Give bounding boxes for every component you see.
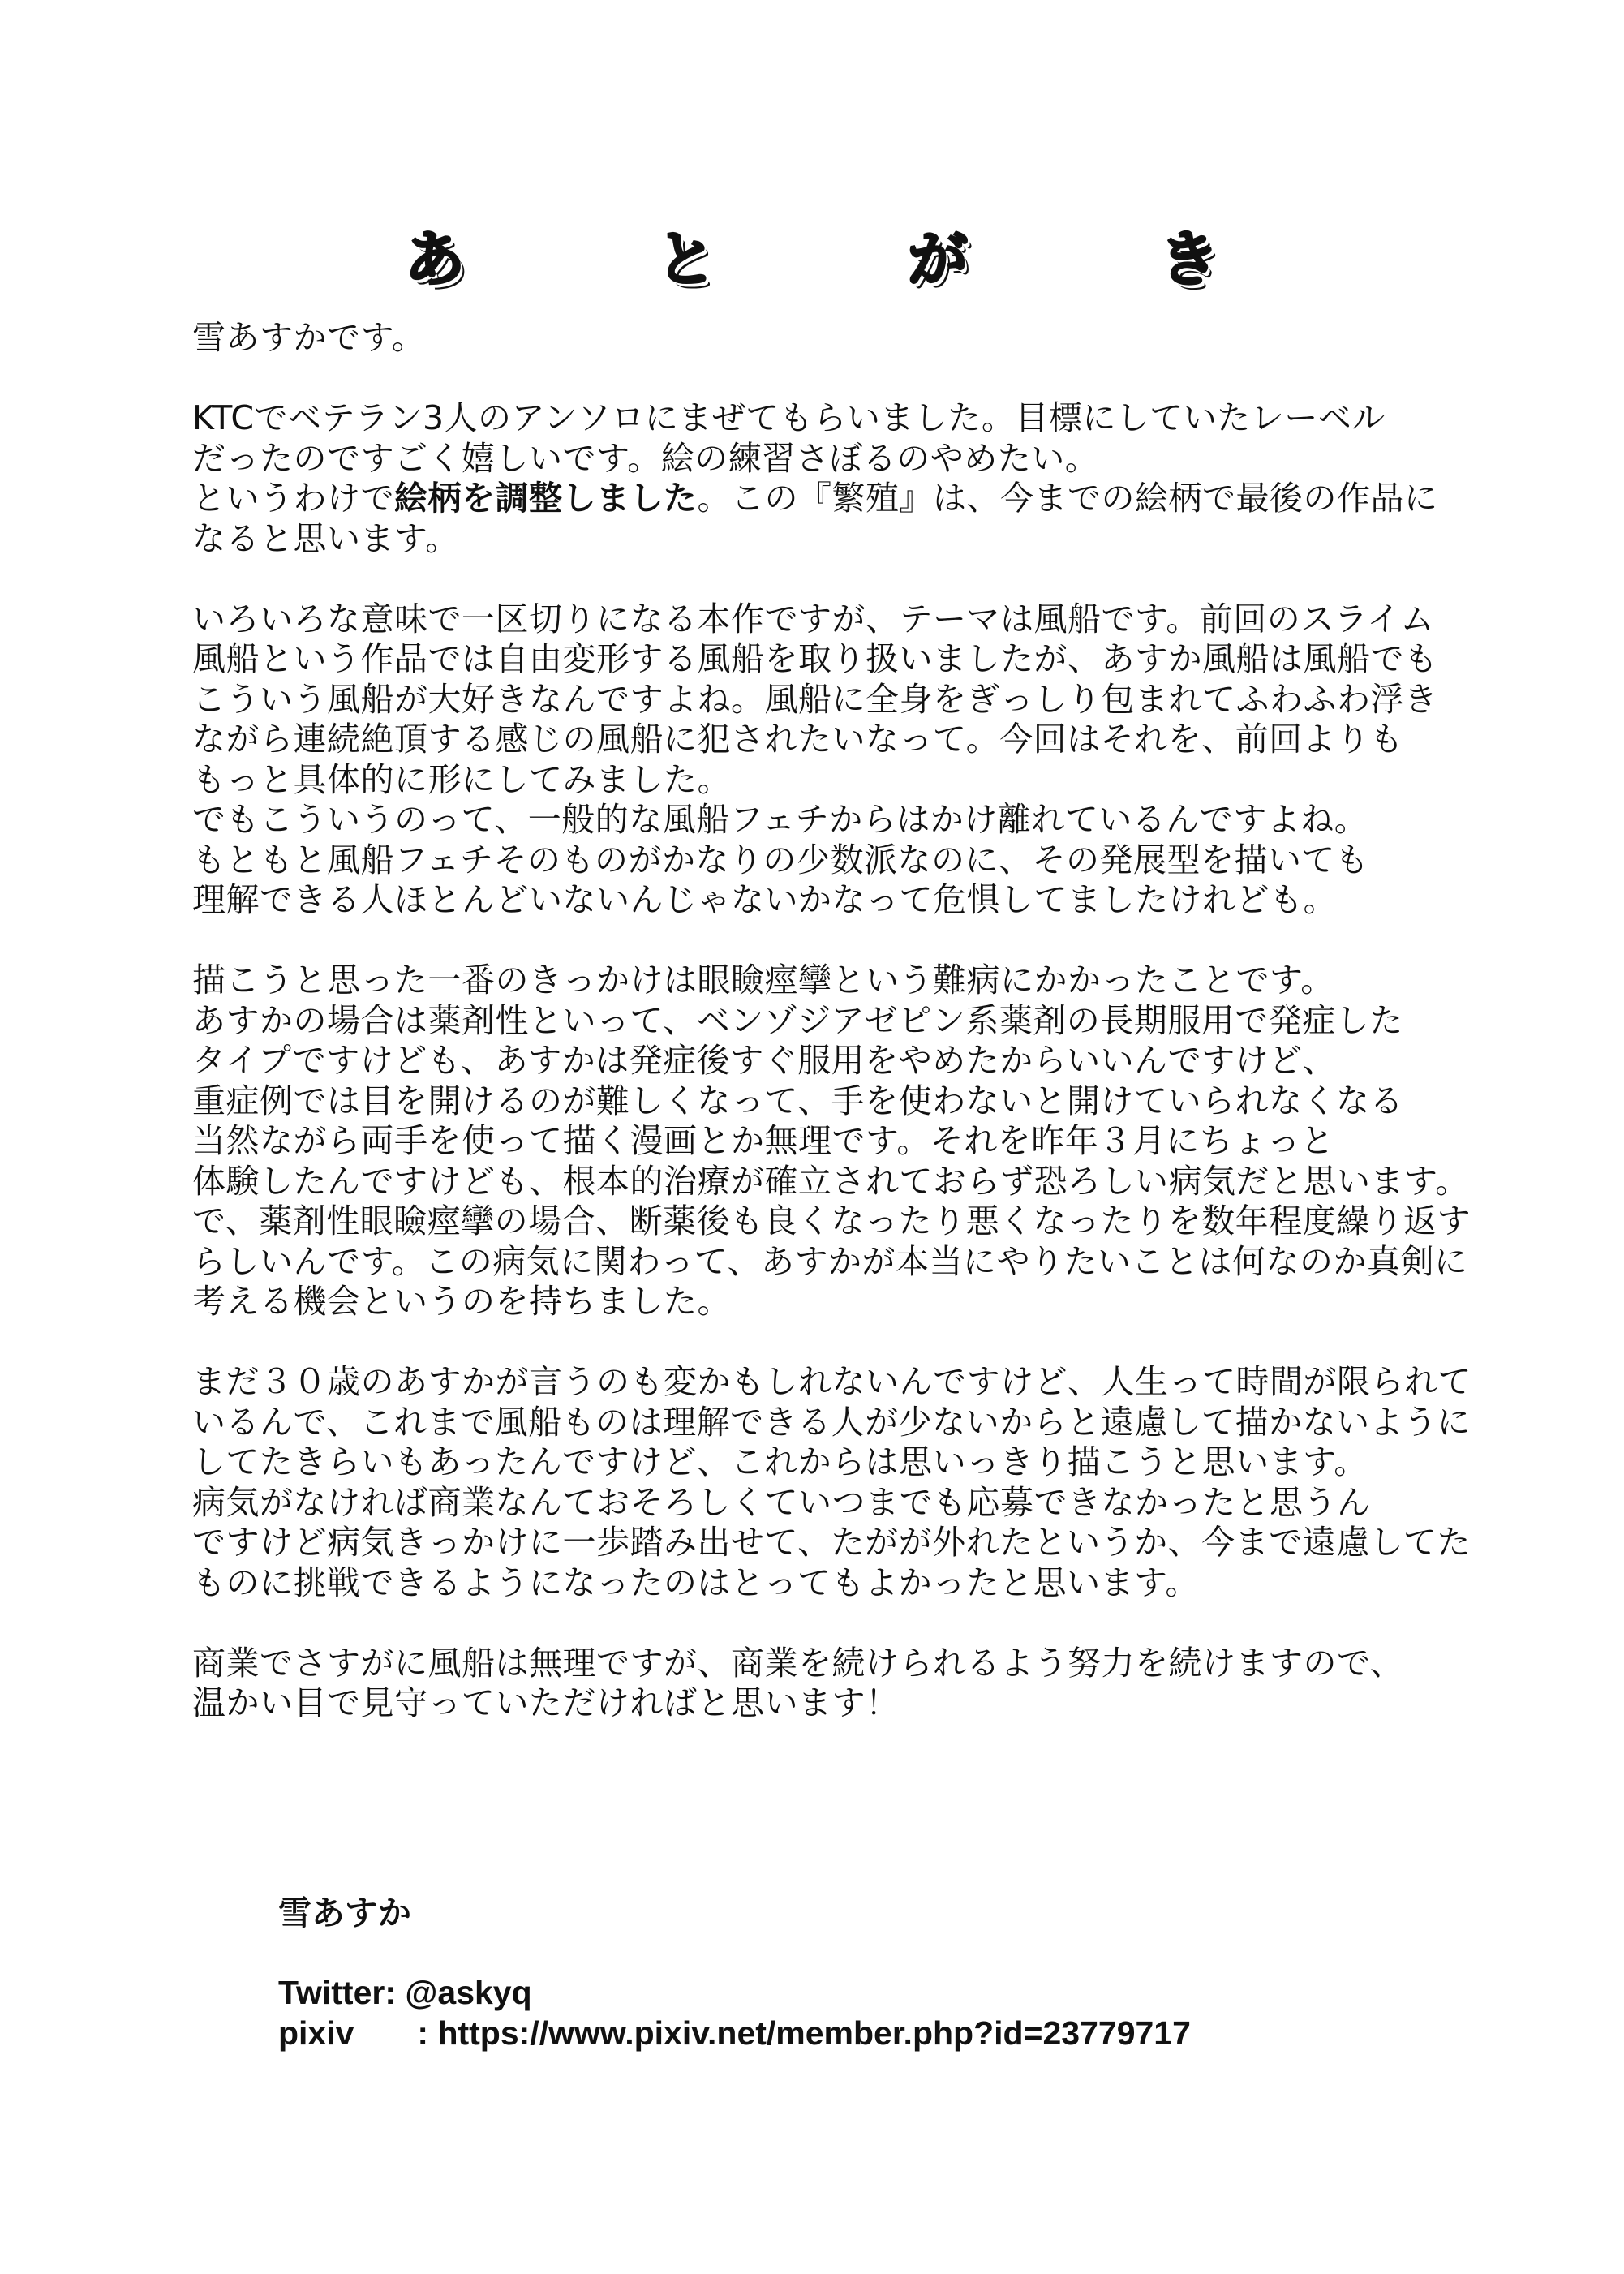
text-line: もともと風船フェチそのものがかなりの少数派なのに、その発展型を描いても — [192, 840, 1369, 879]
page-title — [0, 223, 1624, 296]
text-line: 病気がなければ商業なんておそろしくていつまでも応募できなかったと思うん — [192, 1482, 1371, 1522]
text-line: あすかの場合は薬剤性といって、ベンゾジアゼピン系薬剤の長期服用で発症した — [192, 1000, 1403, 1040]
text-line: 描こうと思った一番のきっかけは眼瞼痙攣という難病にかかったことです。 — [192, 961, 1334, 999]
text-line: してたきらいもあったんですけど、これからは思いっきり描こうと思います。 — [192, 1442, 1368, 1481]
text-line: でもこういうのって、一般的な風船フェチからはかけ離れているんですよね。 — [192, 800, 1368, 839]
text-line: 考える機会というのを持ちました。 — [192, 1282, 731, 1321]
title-char: あ — [405, 225, 465, 294]
title-char: き — [1159, 225, 1219, 294]
text-line: なると思います。 — [192, 518, 459, 558]
text-line: 雪あすかです。 — [192, 318, 426, 357]
author-signature: 雪あすか — [278, 1894, 411, 1932]
text-line: 温かい目で見守っていただければと思います！ — [192, 1683, 900, 1722]
text-line: 風船という作品では自由変形する風船を取り扱いましたが、あすか風船は風船でも — [192, 639, 1438, 678]
text-line-mixed — [192, 479, 1523, 519]
twitter-line — [278, 1972, 1191, 2013]
greeting-paragraph — [192, 318, 1523, 359]
afterword-body — [192, 318, 1523, 1764]
text-line: いろいろな意味で一区切りになる本作ですが、テーマは風船です。前回のスライム — [192, 599, 1434, 638]
contact-info — [278, 1972, 1191, 2053]
text-line: 体験したんですけども、根本的治療が確立されておらず恐ろしい病気だと思います。 — [192, 1161, 1469, 1201]
text-line: らしいんです。この病気に関わって、あすかが本当にやりたいことは何なのか真剣に — [192, 1241, 1468, 1281]
text-line: もっと具体的に形にしてみました。 — [192, 759, 731, 799]
text-line: 商業でさすがに風船は無理ですが、商業を続けられるよう努力を続けますので、 — [192, 1643, 1404, 1683]
bold-emphasis: 絵柄を調整しました — [394, 479, 698, 518]
pixiv-line — [278, 2013, 1191, 2053]
text-segment: というわけで — [192, 479, 394, 518]
text-line: ですけど病気きっかけに一歩踏み出せて、たがが外れたというか、今まで遠慮してた — [192, 1523, 1471, 1562]
text-segment: 。この『繁殖』は、今までの絵柄で最後の作品に — [697, 479, 1438, 518]
twitter-handle[interactable]: @askyq — [405, 1974, 532, 2011]
paragraph-5 — [192, 1644, 1523, 1724]
text-line: いるんで、これまで風船ものは理解できる人が少ないからと遠慮して描かないように — [192, 1402, 1471, 1442]
text-line: だったのですごく嬉しいです。絵の練習さぼるのやめたい。 — [192, 438, 1099, 478]
title-char: が — [908, 225, 968, 294]
pixiv-label: pixiv — [278, 2014, 354, 2052]
text-line: KTCでベテラン3人のアンソロにまぜてもらいました。目標にしていたレーベル — [192, 398, 1386, 437]
paragraph-4 — [192, 1362, 1523, 1603]
text-line: 当然ながら両手を使って描く漫画とか無理です。それを昨年３月にちょっと — [192, 1121, 1334, 1160]
text-line: こういう風船が大好きなんですよね。風船に全身をぎっしり包まれてふわふわ浮き — [192, 679, 1438, 719]
text-line: 理解できる人ほとんどいないんじゃないかなって危惧してましたけれども。 — [192, 880, 1337, 919]
text-line: で、薬剤性眼瞼痙攣の場合、断薬後も良くなったり悪くなったりを数年程度繰り返す — [192, 1201, 1471, 1240]
title-char: と — [656, 225, 716, 294]
text-line: ながら連続絶頂する感じの風船に犯されたいなって。今回はそれを、前回よりも — [192, 720, 1404, 759]
text-line: ものに挑戦できるようになったのはとってもよかったと思います。 — [192, 1563, 1199, 1602]
text-line: まだ３０歳のあすかが言うのも変かもしれないんですけど、人生って時間が限られて — [192, 1362, 1471, 1401]
twitter-label: Twitter: — [278, 1974, 397, 2011]
pixiv-url[interactable]: : https://www.pixiv.net/member.php?id=23779717 — [417, 2014, 1191, 2052]
paragraph-1 — [192, 398, 1523, 559]
paragraph-3 — [192, 961, 1523, 1322]
text-line: タイプですけども、あすかは発症後すぐ服用をやめたからいいんですけど、 — [192, 1041, 1337, 1080]
paragraph-2 — [192, 600, 1523, 921]
text-line: 重症例では目を開けるのが難しくなって、手を使わないと開けていられなくなる — [192, 1081, 1404, 1120]
